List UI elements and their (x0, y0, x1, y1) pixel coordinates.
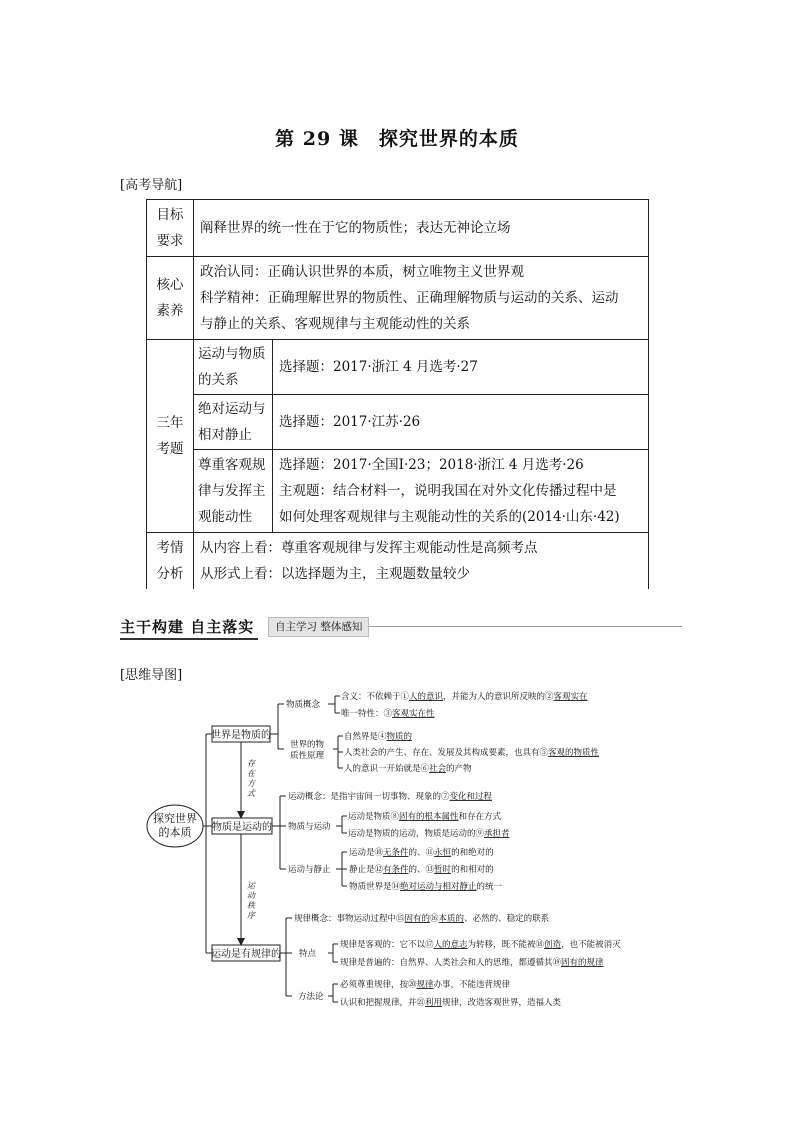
text-segment: ⑯ (430, 914, 439, 924)
answer-blank: 本质的 (438, 914, 465, 924)
node-features: 特点 (299, 949, 317, 959)
node-law-concept (294, 913, 550, 924)
text-segment: 的、⑪ (408, 848, 435, 858)
arrow-label: 动 (247, 891, 255, 900)
text-segment: 唯一特性：③ (341, 709, 393, 719)
text-segment: 和存在方式 (458, 812, 502, 822)
answer-blank: 物质的 (386, 732, 413, 742)
answer-blank: 绝对运动与相对静止 (400, 882, 477, 892)
text-segment: 运动是物质的运动，物质是运动的⑨ (348, 829, 485, 839)
text-segment: 物质世界是⑭ (349, 882, 401, 892)
arrow-label: 存 (247, 759, 255, 768)
banner-title: 主干构建 自主落实 (120, 618, 255, 636)
analysis-cell: 从内容上看：尊重客观规律与发挥主观能动性是高频考点 从形式上看：以选择题为主，主观题数量较少 (194, 533, 649, 590)
branch3-label: 运动是有规律的 (211, 949, 281, 960)
lesson-title: 探究世界的本质 (378, 128, 519, 150)
text-segment: ，并能为人的意识所反映的② (443, 692, 554, 702)
text-segment: 运动概念：是指宇宙间一切事物、现象的⑦ (288, 792, 450, 802)
node-unity (349, 881, 503, 892)
row-header-goal: 目标 要求 (147, 200, 194, 257)
answer-blank: 人的意识 (409, 692, 444, 702)
answer-blank: 无条件 (383, 848, 409, 858)
answer-blank: 人的意志 (433, 940, 468, 950)
text-segment: 、必然的、稳定的联系 (464, 914, 550, 924)
text-segment: 必须尊重规律，按⑳ (340, 980, 417, 990)
text-segment: 为转移，既不能被⑱ (467, 940, 545, 950)
row-header-analysis: 考情 分析 (147, 533, 194, 590)
node-motion-absolute (349, 847, 494, 858)
answer-blank: 固有的 (404, 914, 431, 924)
answer-blank: 固有的规律 (561, 958, 604, 968)
answer-blank: 社会 (429, 764, 447, 774)
text-segment: 自然界是④ (344, 732, 387, 742)
exam-detail: 选择题：2017·浙江 4 月选考·27 (273, 340, 649, 395)
text-segment: 的、⑬ (408, 865, 435, 875)
text-segment: 含义：不依赖于① (341, 692, 410, 702)
arrow-label: 运 (247, 881, 255, 890)
text-segment: 规律是普遍的：自然界、人类社会和人的思维，都遵循其⑲ (340, 958, 562, 968)
exam-topic: 绝对运动与 相对静止 (194, 395, 273, 450)
exam-topic: 运动与物质 的关系 (194, 340, 273, 395)
answer-blank: 暂时 (434, 865, 452, 875)
node-law-universal (340, 957, 604, 968)
arrow-label: 方 (247, 779, 255, 788)
text-segment: 运动是物质⑧ (348, 812, 400, 822)
branch1-label: 世界是物质的 (211, 730, 271, 741)
answer-blank: 创造 (544, 940, 562, 950)
arrow-label: 序 (247, 911, 255, 920)
root-node: 的本质 (158, 826, 192, 839)
lesson-number: 第 29 课 (275, 128, 359, 150)
text-segment: ，也不能被消灭 (561, 940, 621, 950)
text-segment: 静止是⑫ (349, 865, 384, 875)
answer-blank: 承担者 (484, 829, 510, 839)
node-matter-concept: 物质概念 (286, 700, 321, 710)
text-segment: 规律，改造客观世界，造福人类 (442, 998, 562, 1008)
text-segment: 的产物 (446, 764, 472, 774)
arrow-label: 在 (247, 769, 255, 778)
node-consciousness (344, 763, 472, 774)
text-segment: 办事，不能违背规律 (433, 980, 511, 990)
answer-blank: 客观实在性 (392, 709, 435, 719)
arrow-label: 秩 (247, 901, 255, 910)
text-segment: 人的意识一开始就是⑥ (344, 764, 430, 774)
row-header-core: 核心 素养 (147, 257, 194, 340)
text-segment: 认识和把握规律，并㉑ (340, 998, 426, 1008)
node-matter-bearer (348, 828, 510, 839)
node-motion-rest: 运动与静止 (288, 865, 331, 875)
goal-cell: 阐释世界的统一性在于它的物质性；表达无神论立场 (194, 200, 649, 257)
text-segment: 的和相对的 (451, 865, 494, 875)
node-unique-property (341, 708, 435, 719)
branch2-label: 物质是运动的 (212, 822, 272, 833)
text-segment: 的统一 (476, 882, 503, 892)
answer-blank: 有条件 (383, 865, 409, 875)
text-segment: 运动是⑩ (349, 848, 384, 858)
node-nature (344, 731, 413, 742)
node-rest-relative (349, 864, 494, 875)
answer-blank: 利用 (425, 998, 443, 1008)
node-meaning (341, 691, 588, 702)
text-segment: 的和绝对的 (451, 848, 494, 858)
node-respect-law (340, 979, 511, 990)
node-society (344, 747, 600, 758)
text-segment: 规律概念：事物运动过程中⑮ (294, 914, 405, 924)
exam-detail: 选择题：2017·全国Ⅰ·23；2018·浙江 4 月选考·26 主观题：结合材料一，说明我国在对外文化传播过程中是 如何处理客观规律与主观能动性的关系的(2014·山东·42) (273, 450, 649, 533)
node-matter-motion: 物质与运动 (288, 822, 331, 832)
row-header-exam: 三年 考题 (147, 340, 194, 533)
arrow-label: 式 (247, 789, 255, 798)
answer-blank: 变化和过程 (449, 792, 493, 802)
text-segment: 规律是客观的：它不以⑰ (340, 940, 434, 950)
node-motion-attribute (348, 811, 502, 822)
node-motion-concept (288, 791, 493, 802)
answer-blank: 客观的物质性 (548, 748, 600, 758)
exam-detail: 选择题：2017·江苏·26 (273, 395, 649, 450)
node-use-law (340, 997, 562, 1008)
root-node: 探究世界 (153, 812, 197, 825)
banner-tag: 自主学习 整体感知 (268, 617, 369, 637)
node-materiality-principle: 世界的物 (290, 740, 325, 750)
text-segment: 人类社会的产生、存在、发展及其构成要素，也具有⑤ (344, 748, 549, 758)
exam-topic: 尊重客观规 律与发挥主 观能动性 (194, 450, 273, 533)
answer-blank: 固有的根本属性 (399, 812, 459, 822)
section-label-mindmap: [思维导图] (120, 668, 183, 683)
answer-blank: 永恒 (434, 848, 452, 858)
answer-blank: 规律 (416, 980, 434, 990)
core-cell: 政治认同：正确认识世界的本质，树立唯物主义世界观 科学精神：正确理解世界的物质性、正确理解物质与运动的关系、运动 与静止的关系、客观规律与主观能动性的关系 (194, 257, 649, 340)
node-law-objective (340, 939, 621, 950)
node-materiality-principle: 质性原理 (290, 751, 325, 761)
answer-blank: 客观实在 (553, 692, 588, 702)
node-methodology: 方法论 (298, 992, 324, 1002)
section-label-guide: [高考导航] (120, 178, 183, 193)
